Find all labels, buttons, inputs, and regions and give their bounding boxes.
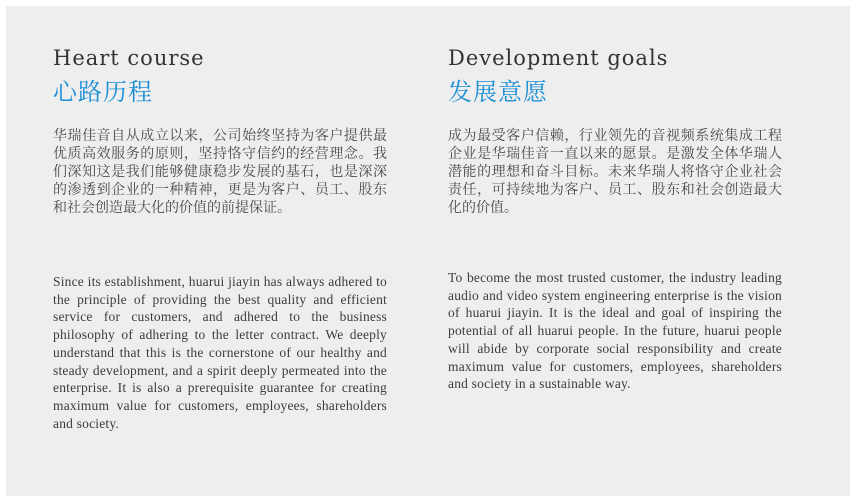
section-title-en: Heart course [53, 46, 205, 70]
content-panel [6, 6, 850, 496]
section-body-zh: 华瑞佳音自从成立以来，公司始终坚持为客户提供最优质高效服务的原则，坚持恪守信约的经营理念。我们深知这是我们能够健康稳步发展的基石，也是深深的渗透到企业的一种精神，更是为客户、员工、股东和社会创造最大化的价值的前提保证。 [53, 128, 387, 216]
section-body-zh: 成为最受客户信赖，行业领先的音视频系统集成工程企业是华瑞佳音一直以来的愿景。是激发全体华瑞人潜能的理想和奋斗目标。未来华瑞人将恪守企业社会责任，可持续地为客户、员工、股东和社会创造最大化的价值。 [448, 128, 782, 216]
section-title-en: Development goals [448, 46, 669, 70]
section-body-en: To become the most trusted customer, the industry leading audio and video system engineering enterprise is the vision of huarui jiayin. It is the ideal and goal of inspiring the potential of all huarui people. In the future, huarui people will abide by corporate social responsibility and create maximum value for customers, employees, shareholders and society in a sustainable way. [448, 270, 782, 392]
section-title-zh: 发展意愿 [448, 78, 548, 106]
section-body-en: Since its establishment, huarui jiayin has always adhered to the principle of providing the best quality and efficient service for customers, and adhered to the business philosophy of adhering to the letter contract. We deeply understand that this is the cornerstone of our healthy and steady development, and a spirit deeply permeated into the enterprise. It is also a prerequisite guarantee for creating maximum value for customers, employees, shareholders and society. [53, 274, 387, 431]
section-title-zh: 心路历程 [53, 78, 153, 106]
